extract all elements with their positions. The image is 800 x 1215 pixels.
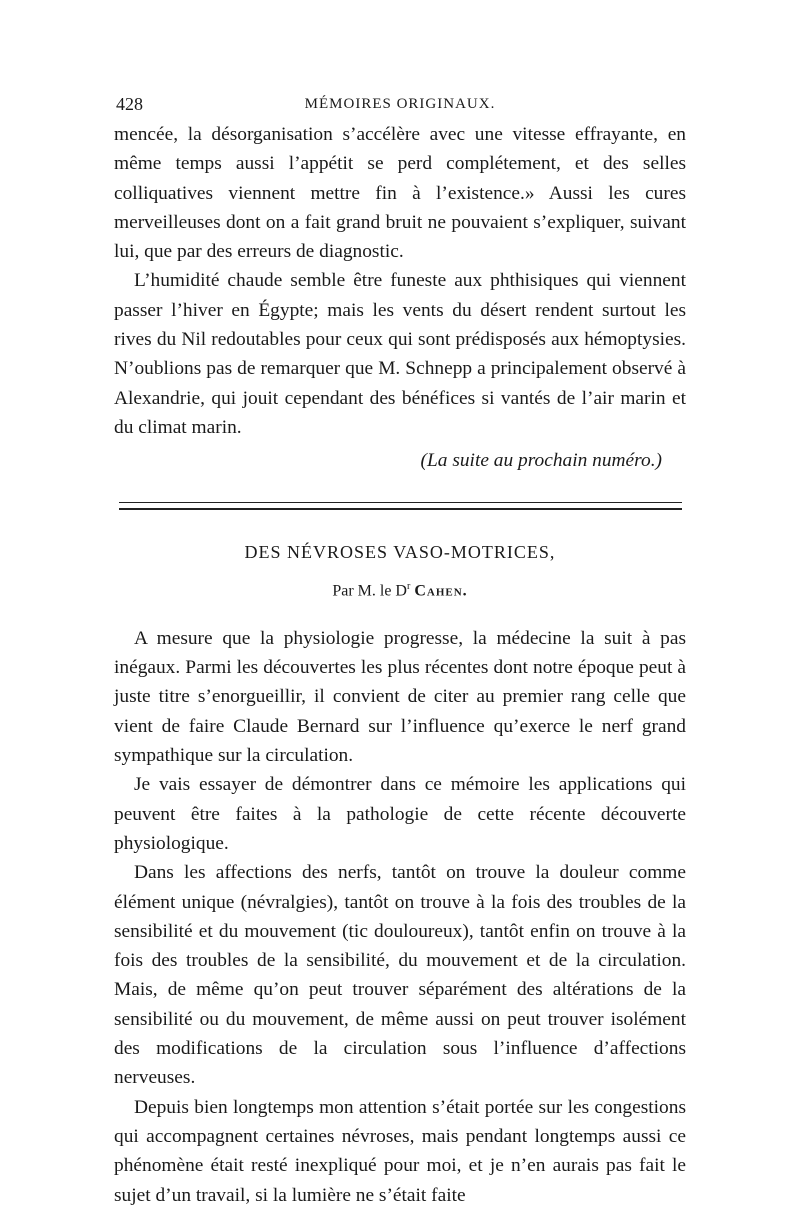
paragraph: Je vais essayer de démontrer dans ce mémoire les applications qui peuvent être faites à la pathologie de cette récente découverte physiologique. bbox=[114, 774, 686, 854]
previous-article-ending bbox=[114, 120, 686, 476]
journal-title: MÉMOIRES ORIGINAUX. bbox=[304, 96, 496, 112]
book-page bbox=[114, 94, 686, 1210]
byline bbox=[114, 581, 686, 600]
continuation-note-text: (La suite au prochain numéro.) bbox=[420, 450, 662, 472]
article-body bbox=[114, 624, 686, 1210]
continuation-note bbox=[114, 446, 686, 475]
running-head bbox=[114, 94, 686, 120]
author-name: Cahen. bbox=[414, 581, 468, 599]
paragraph: mencée, la désorganisation s’accélère avec une vitesse effrayante, en même temps aussi l’appétit se perd complétement, et des selles colliquatives viennent mettre fin à l’existence.» Aussi les cures merveilleuses dont on a fait grand bruit ne pouvaient s’expliquer, suivant lui, que par des erreurs de diagnostic. bbox=[114, 124, 686, 263]
section-divider bbox=[119, 502, 682, 510]
byline-superscript: r bbox=[406, 580, 411, 592]
paragraph: Dans les affections des nerfs, tantôt on trouve la douleur comme élément unique (névralgies), tantôt on trouve à la fois des troubles de la sensibilité et du mouvement (tic douloureux), tantôt enfin on trouve à la fois des troubles de la sensibilité, du mouvement et de la circulation. Mais, de même qu’on peut trouver séparément des altérations de la sensibilité ou du mouvement, de même aussi on peut trouver isolément des modifications de la circulation sous l’influence d’affections nerveuses. bbox=[114, 862, 686, 1089]
page-number: 428 bbox=[116, 94, 143, 114]
paragraph: Depuis bien longtemps mon attention s’était portée sur les congestions qui accompagnent certaines névroses, mais pendant longtemps aussi ce phénomène était resté inexpliqué pour moi, et je n’en aurais pas fait le sujet d’un travail, si la lumière ne s’était faite bbox=[114, 1096, 686, 1206]
paragraph: L’humidité chaude semble être funeste aux phthisiques qui viennent passer l’hiver en Égypte; mais les vents du désert rendent surtout les rives du Nil redoutables pour ceux qui sont prédisposés aux hémoptysies. N’oublions pas de remarquer que M. Schnepp a principalement observé à Alexandrie, qui jouit cependant des bénéfices si vantés de l’air marin et du climat marin. bbox=[114, 270, 686, 438]
article-title: DES NÉVROSES VASO-MOTRICES, bbox=[244, 541, 556, 562]
byline-prefix: Par M. le D bbox=[332, 581, 407, 599]
paragraph: A mesure que la physiologie progresse, la médecine la suit à pas inégaux. Parmi les découvertes les plus récentes dont notre époque peut à juste titre s’enorgueillir, il convient de citer au premier rang celle que vient de faire Claude Bernard sur l’influence qu’exerce le nerf grand sympathique sur la circulation. bbox=[114, 627, 686, 767]
